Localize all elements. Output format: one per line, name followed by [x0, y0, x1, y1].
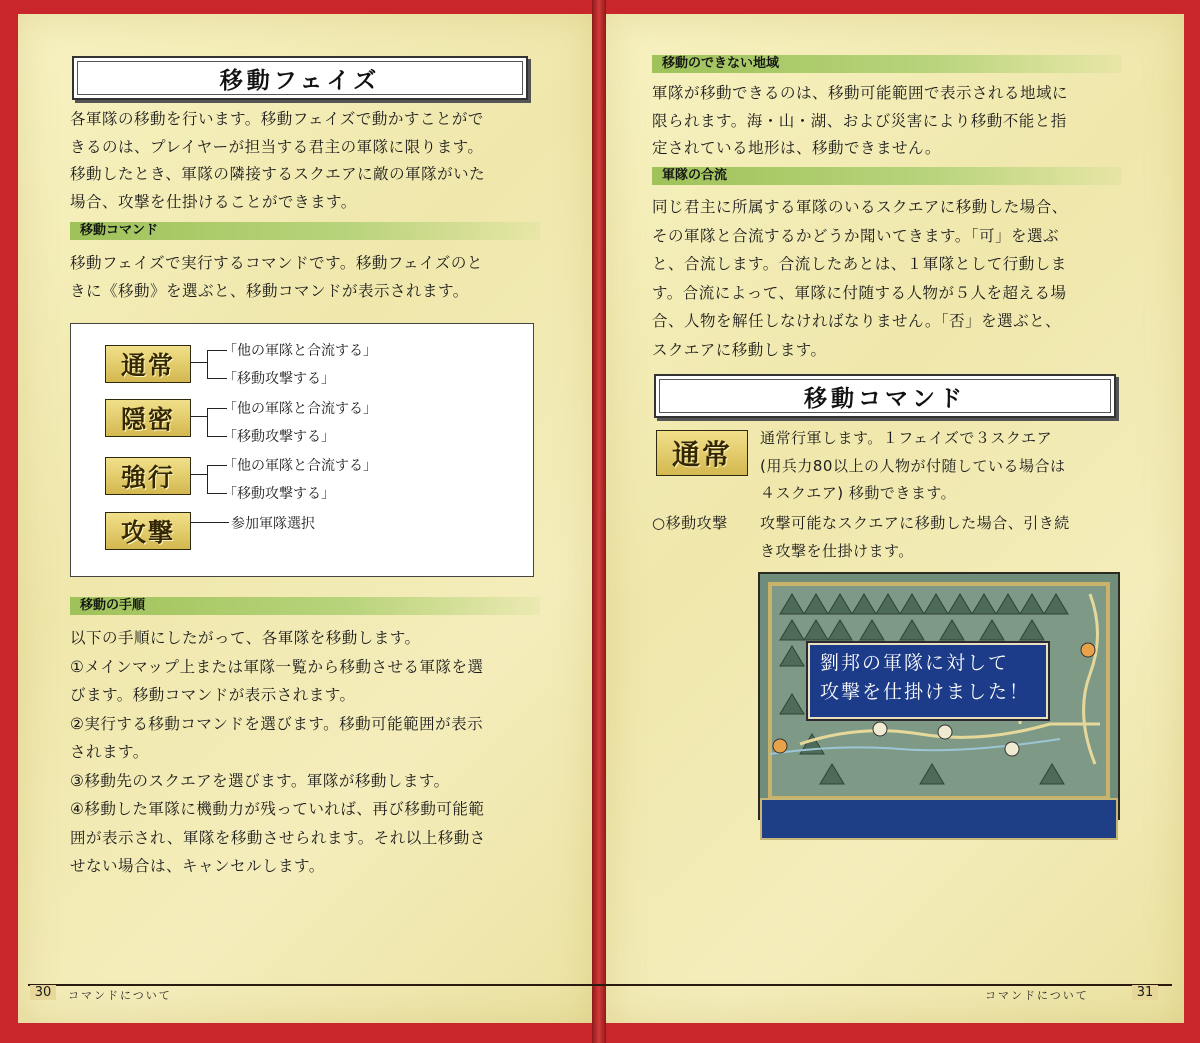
- merge-text: 同じ君主に所属する軍隊のいるスクエアに移動した場合、 その軍隊と合流するかどうか聞いてきます。「可」を選ぶ と、合流します。合流したあとは、１軍隊として行動しま す。合流によって、軍隊に付随する人物が５人を超える場 合、人物を解任しなければなりません。「否」を選ぶと、 スクエアに移動します。: [652, 198, 1068, 359]
- option-label: 「他の軍隊と合流する」: [223, 401, 377, 417]
- option-label: 「移動攻撃する」: [223, 371, 335, 387]
- command-chip-stealth: 隠密: [105, 399, 191, 437]
- book-gutter: [592, 0, 606, 1043]
- footer-section-right: コマンドについて: [985, 989, 1089, 1002]
- option-label: 「他の軍隊と合流する」: [223, 458, 377, 474]
- connector-line: [191, 522, 229, 523]
- page-number-right: 31: [1132, 985, 1158, 1000]
- subheading-procedure: 移動の手順: [70, 597, 540, 615]
- option-label: 参加軍隊選択: [231, 516, 315, 532]
- game-status-bar: [760, 798, 1118, 840]
- footer-rule: [28, 984, 1172, 986]
- move-attack-text: 攻撃可能なスクエアに移動した場合、引き続 き攻撃を仕掛けます。: [760, 514, 1070, 560]
- connector-line: [207, 465, 208, 493]
- option-label: 「他の軍隊と合流する」: [223, 343, 377, 359]
- command-chip-attack: 攻撃: [105, 512, 191, 550]
- page-number-left: 30: [30, 985, 56, 1000]
- connector-line: [207, 350, 208, 378]
- command-chip-normal-large: 通常: [656, 430, 748, 476]
- left-page-title: 移動フェイズ: [72, 56, 528, 100]
- option-label: 「移動攻撃する」: [223, 429, 335, 445]
- subheading-move-command: 移動コマンド: [70, 222, 540, 240]
- option-label: 「移動攻撃する」: [223, 486, 335, 502]
- restricted-text: 軍隊が移動できるのは、移動可能範囲で表示される地域に 限られます。海・山・湖、および災害により移動不能と指 定されている地形は、移動できません。: [652, 84, 1069, 157]
- left-intro-text: 各軍隊の移動を行います。移動フェイズで動かすことがで きるのは、プレイヤーが担当する君主の軍隊に限ります。 移動したとき、軍隊の隣接するスクエアに敵の軍隊がいた 場合、攻撃を仕掛けることができます。: [70, 110, 486, 211]
- left-command-text: 移動フェイズで実行するコマンドです。移動フェイズのと きに《移動》を選ぶと、移動コマンドが表示されます。: [70, 254, 483, 300]
- subheading-merge: 軍隊の合流: [652, 167, 1122, 185]
- connector-line: [207, 408, 208, 436]
- connector-line: [191, 362, 207, 363]
- command-chip-normal: 通常: [105, 345, 191, 383]
- move-attack-label: ○移動攻撃: [652, 514, 728, 532]
- connector-line: [191, 416, 207, 417]
- game-dialog-message: 劉邦の軍隊に対して 攻撃を仕掛けました！: [808, 643, 1048, 719]
- procedure-text: 以下の手順にしたがって、各軍隊を移動します。 ①メインマップ上または軍隊一覧から移動させる軍隊を選 びます。移動コマンドが表示されます。 ②実行する移動コマンドを選びます。移動可能範囲が表示 されます。 ③移動先のスクエアを選びます。軍隊が移動します。 ④移動した軍隊に機動力が残っていれば、再び移動可能範 囲が表示され、軍隊を移動させられます。それ以上移動さ せない場合は、キャンセルします。: [70, 629, 486, 875]
- connector-line: [191, 474, 207, 475]
- command-chip-forced: 強行: [105, 457, 191, 495]
- right-page-title: 移動コマンド: [654, 374, 1116, 418]
- subheading-restricted-area: 移動のできない地域: [652, 55, 1122, 73]
- footer-section-left: コマンドについて: [68, 989, 172, 1002]
- command-diagram: [70, 323, 534, 577]
- normal-command-text: 通常行軍します。１フェイズで３スクエア (用兵力80以上の人物が付随している場合は ４スクエア) 移動できます。: [760, 429, 1066, 502]
